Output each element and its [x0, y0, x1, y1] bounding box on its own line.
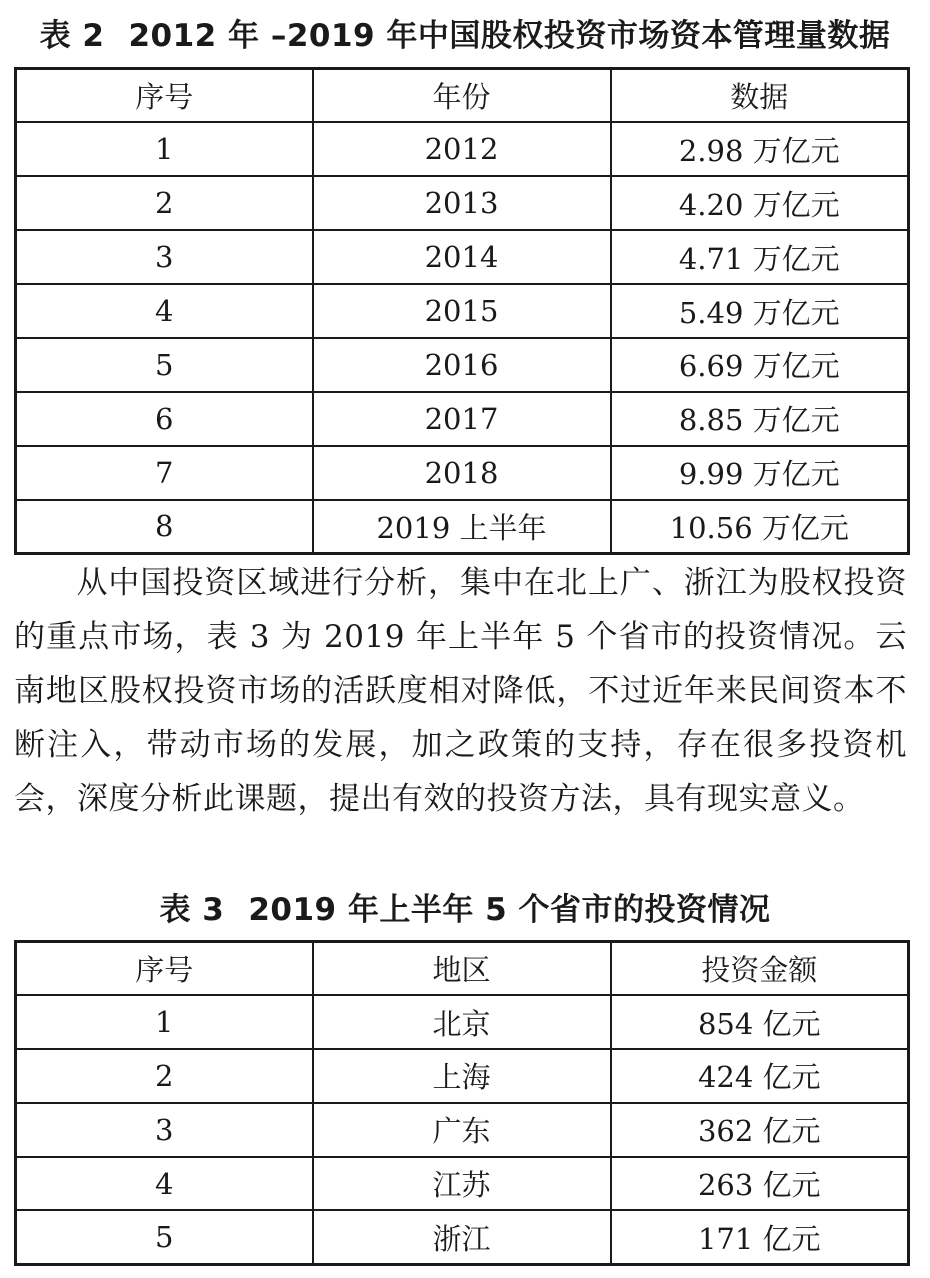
table2-header-data: 数据 — [611, 69, 909, 123]
table2-cell-value: 8.85 万亿元 — [611, 392, 909, 446]
table2-header-year: 年份 — [313, 69, 611, 123]
table-row — [16, 995, 909, 1049]
table2-cell-index: 2 — [16, 176, 313, 230]
table2-caption-title: 2012 年 –2019 年中国股权投资市场资本管理量数据 — [128, 18, 891, 54]
table3-caption — [0, 890, 930, 930]
table2-cell-year: 2015 — [313, 284, 611, 338]
body-paragraph — [14, 556, 907, 826]
table3-cell-amount: 424 亿元 — [611, 1049, 909, 1103]
table2-cell-year: 2017 — [313, 392, 611, 446]
table2-cell-index: 1 — [16, 122, 313, 176]
table3-cell-amount: 362 亿元 — [611, 1103, 909, 1157]
table3-cell-index: 2 — [16, 1049, 313, 1103]
table2-cell-year: 2012 — [313, 122, 611, 176]
table2-cell-year: 2016 — [313, 338, 611, 392]
table3-header-index: 序号 — [16, 942, 313, 996]
table-row — [16, 338, 909, 392]
table2-cell-year: 2014 — [313, 230, 611, 284]
table2-cell-year: 2018 — [313, 446, 611, 500]
table2-cell-value: 4.20 万亿元 — [611, 176, 909, 230]
table-row — [16, 176, 909, 230]
table3-cell-amount: 263 亿元 — [611, 1157, 909, 1211]
table-row — [16, 500, 909, 554]
table2-cell-index: 3 — [16, 230, 313, 284]
table3-cell-index: 4 — [16, 1157, 313, 1211]
table3-cell-index: 5 — [16, 1210, 313, 1264]
table3-cell-amount: 171 亿元 — [611, 1210, 909, 1264]
table3-cell-region: 北京 — [313, 995, 611, 1049]
table-row — [16, 230, 909, 284]
table2-cell-index: 6 — [16, 392, 313, 446]
table2-cell-year: 2019 上半年 — [313, 500, 611, 554]
table-row — [16, 392, 909, 446]
table2-cell-year: 2013 — [313, 176, 611, 230]
table3-caption-number: 表 3 — [159, 892, 225, 928]
table2-cell-value: 4.71 万亿元 — [611, 230, 909, 284]
table-row — [16, 122, 909, 176]
table2-cell-value: 10.56 万亿元 — [611, 500, 909, 554]
table3-caption-title: 2019 年上半年 5 个省市的投资情况 — [248, 892, 771, 928]
table-row — [16, 1103, 909, 1157]
table3 — [14, 940, 910, 1266]
table2-caption-number: 表 2 — [39, 18, 105, 54]
table2-header-row — [16, 69, 909, 123]
table3-header-region: 地区 — [313, 942, 611, 996]
body-paragraph-text: 从中国投资区域进行分析，集中在北上广、浙江为股权投资的重点市场，表 3 为 2019 年上半年 5 个省市的投资情况。云南地区股权投资市场的活跃度相对降低，不过近年来民间资本不断注入，带动市场的发展，加之政策的支持，存在很多投资机会，深度分析此课题，提出有效的投资方法，具有现实意义。 — [14, 565, 907, 817]
table2-cell-value: 5.49 万亿元 — [611, 284, 909, 338]
table-row — [16, 284, 909, 338]
table3-cell-region: 广东 — [313, 1103, 611, 1157]
table3-header-row — [16, 942, 909, 996]
table2-header-index: 序号 — [16, 69, 313, 123]
table2-cell-index: 7 — [16, 446, 313, 500]
table3-cell-region: 上海 — [313, 1049, 611, 1103]
table3-cell-index: 1 — [16, 995, 313, 1049]
table2-cell-index: 4 — [16, 284, 313, 338]
table3-cell-region: 江苏 — [313, 1157, 611, 1211]
table3-cell-amount: 854 亿元 — [611, 995, 909, 1049]
table2-cell-value: 9.99 万亿元 — [611, 446, 909, 500]
table-row — [16, 1210, 909, 1264]
table2-cell-index: 5 — [16, 338, 313, 392]
table3-header-amount: 投资金额 — [611, 942, 909, 996]
table3-cell-index: 3 — [16, 1103, 313, 1157]
table2 — [14, 67, 910, 555]
table2-cell-value: 2.98 万亿元 — [611, 122, 909, 176]
table2-caption — [0, 16, 930, 56]
table-row — [16, 446, 909, 500]
table3-cell-region: 浙江 — [313, 1210, 611, 1264]
table-row — [16, 1157, 909, 1211]
table2-cell-index: 8 — [16, 500, 313, 554]
table-row — [16, 1049, 909, 1103]
table2-cell-value: 6.69 万亿元 — [611, 338, 909, 392]
